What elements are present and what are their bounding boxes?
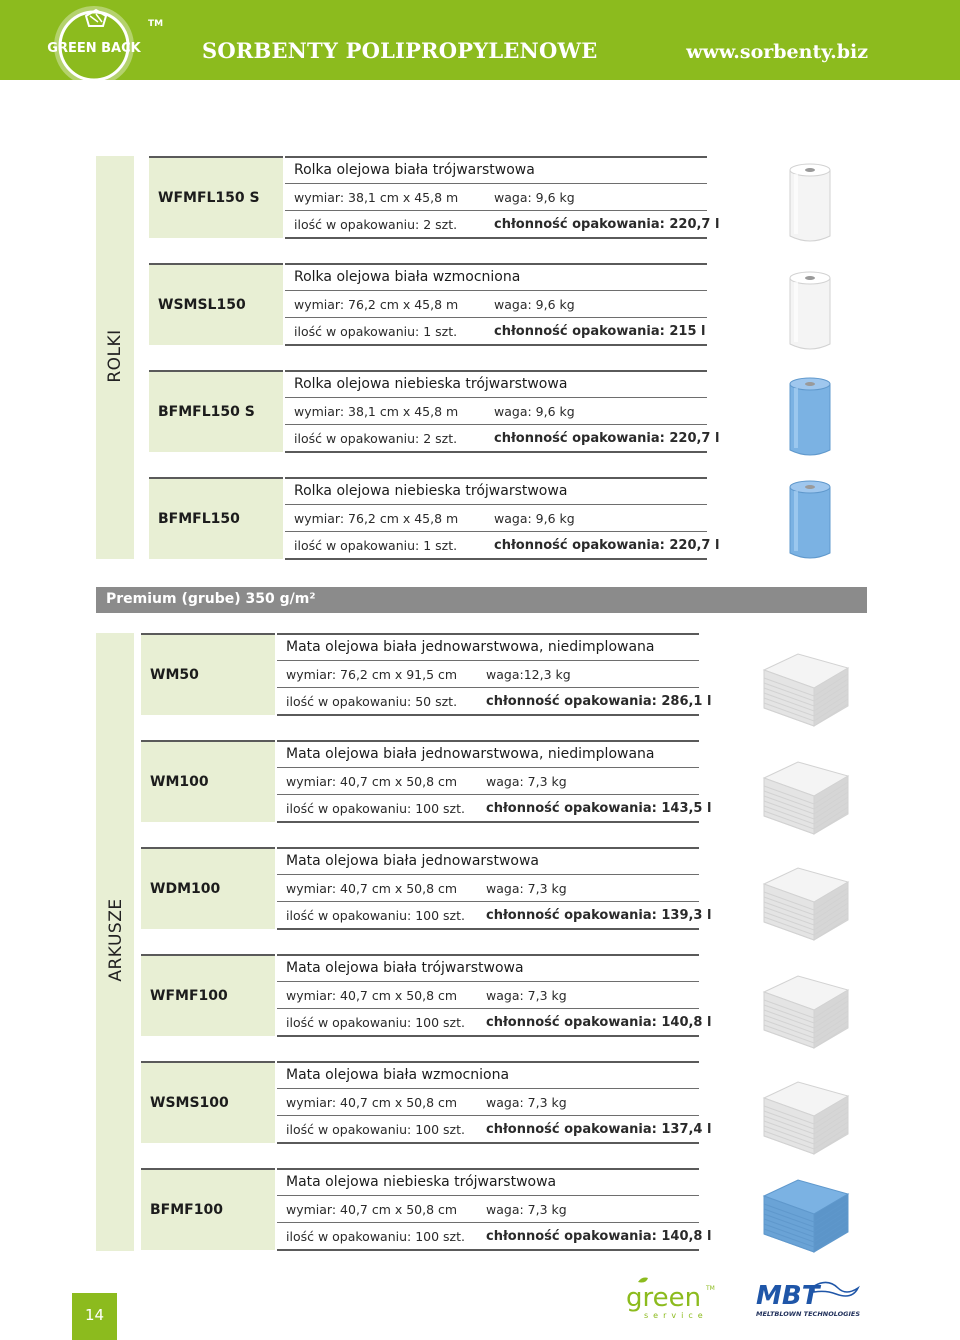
product-dimensions: wymiar: 40,7 cm x 50,8 cm (286, 988, 458, 1003)
product-name: Rolka olejowa biała trójwarstwowa (294, 162, 535, 178)
product-code: WFMFL150 S (158, 190, 260, 206)
product-absorbency: chłonność opakowania: 220,7 l (494, 217, 720, 232)
white-sheets-image (758, 862, 854, 946)
product-absorbency: chłonność opakowania: 137,4 l (486, 1122, 712, 1137)
white-sheets-image (758, 648, 854, 732)
product-code-box (141, 1168, 275, 1250)
product-code-box (149, 156, 283, 238)
product-name: Rolka olejowa niebieska trójwarstwowa (294, 483, 568, 499)
product-weight: waga: 9,6 kg (494, 404, 575, 419)
product-code-box (141, 740, 275, 822)
product-name-row (277, 1061, 699, 1090)
product-pack-row (277, 1008, 712, 1037)
section-label-arkusze: ARKUSZE (106, 898, 126, 982)
page-number: 14 (84, 1306, 105, 1324)
product-info (277, 633, 712, 715)
product-row (149, 156, 720, 238)
product-code: WFMF100 (150, 988, 228, 1004)
product-info (277, 954, 712, 1036)
product-pack-row (285, 531, 720, 560)
product-code: BFMFL150 (158, 511, 240, 527)
product-row (149, 477, 720, 559)
product-info (277, 740, 712, 822)
svg-text:TM: TM (706, 1285, 715, 1292)
product-dimensions: wymiar: 76,2 cm x 45,8 m (294, 297, 459, 312)
product-code-box (141, 633, 275, 715)
product-row (141, 847, 712, 929)
product-name: Mata olejowa niebieska trójwarstwowa (286, 1174, 557, 1190)
white-sheets-image (758, 756, 854, 840)
svg-text:green: green (626, 1283, 702, 1313)
svg-text:GREEN BACK: GREEN BACK (47, 41, 141, 56)
page-title: SORBENTY POLIPROPYLENOWE (202, 38, 598, 63)
product-spec-row (277, 767, 699, 795)
product-name-row (277, 1168, 699, 1197)
product-spec-row (285, 290, 707, 318)
premium-bar (96, 587, 867, 613)
product-quantity: ilość w opakowaniu: 1 szt. (294, 538, 458, 553)
product-name-row (285, 263, 707, 292)
svg-text:MELTBLOWN TECHNOLOGIES: MELTBLOWN TECHNOLOGIES (756, 1310, 861, 1318)
product-weight: waga:12,3 kg (486, 667, 571, 682)
product-name-row (277, 847, 699, 876)
product-code: BFMF100 (150, 1202, 223, 1218)
premium-label: Premium (grube) 350 g/m² (106, 591, 316, 607)
product-row (141, 1061, 712, 1143)
product-dimensions: wymiar: 38,1 cm x 45,8 m (294, 404, 459, 419)
product-spec-row (285, 397, 707, 425)
blue-sheets-image (758, 1174, 854, 1258)
product-dimensions: wymiar: 40,7 cm x 50,8 cm (286, 1202, 458, 1217)
product-quantity: ilość w opakowaniu: 2 szt. (294, 431, 458, 446)
product-code-box (149, 477, 283, 559)
product-name: Mata olejowa biała trójwarstwowa (286, 960, 524, 976)
product-dimensions: wymiar: 38,1 cm x 45,8 m (294, 190, 459, 205)
product-pack-row (277, 1222, 712, 1251)
green-service-logo (624, 1276, 724, 1322)
product-name-row (277, 633, 699, 662)
product-dimensions: wymiar: 40,7 cm x 50,8 cm (286, 774, 458, 789)
product-pack-row (285, 424, 720, 453)
product-pack-row (277, 687, 712, 716)
product-code: WDM100 (150, 881, 221, 897)
product-code: WM50 (150, 667, 199, 683)
blue-roll-image (780, 477, 840, 563)
product-quantity: ilość w opakowaniu: 100 szt. (286, 801, 465, 816)
product-code: WSMSL150 (158, 297, 246, 313)
product-row (141, 1168, 712, 1250)
product-spec-row (277, 1088, 699, 1116)
product-spec-row (285, 504, 707, 532)
product-row (141, 633, 712, 715)
product-name: Mata olejowa biała jednowarstwowa, niedimplowana (286, 746, 655, 762)
white-sheets-image (758, 1076, 854, 1160)
product-dimensions: wymiar: 40,7 cm x 50,8 cm (286, 881, 458, 896)
product-pack-row (285, 210, 720, 239)
product-quantity: ilość w opakowaniu: 50 szt. (286, 694, 458, 709)
product-dimensions: wymiar: 40,7 cm x 50,8 cm (286, 1095, 458, 1110)
product-quantity: ilość w opakowaniu: 100 szt. (286, 908, 465, 923)
product-pack-row (277, 1115, 712, 1144)
product-info (285, 370, 720, 452)
product-info (277, 1061, 712, 1143)
product-spec-row (277, 660, 699, 688)
product-absorbency: chłonność opakowania: 286,1 l (486, 694, 712, 709)
product-info (285, 477, 720, 559)
svg-text:MBT: MBT (756, 1281, 820, 1311)
product-info (285, 156, 720, 238)
product-code: WSMS100 (150, 1095, 229, 1111)
white-roll-image (780, 160, 840, 246)
product-absorbency: chłonność opakowania: 215 l (494, 324, 706, 339)
green-back-logo (28, 2, 164, 88)
product-row (141, 740, 712, 822)
product-weight: waga: 9,6 kg (494, 297, 575, 312)
product-code: WM100 (150, 774, 209, 790)
product-weight: waga: 9,6 kg (494, 511, 575, 526)
product-name: Mata olejowa biała wzmocniona (286, 1067, 510, 1083)
white-roll-image (780, 268, 840, 354)
product-absorbency: chłonność opakowania: 140,8 l (486, 1015, 712, 1030)
product-spec-row (277, 1195, 699, 1223)
product-absorbency: chłonność opakowania: 140,8 l (486, 1229, 712, 1244)
product-spec-row (277, 981, 699, 1009)
product-weight: waga: 7,3 kg (486, 988, 567, 1003)
section-label-rolki: ROLKI (105, 329, 125, 383)
product-dimensions: wymiar: 76,2 cm x 91,5 cm (286, 667, 458, 682)
product-info (277, 847, 712, 929)
product-weight: waga: 9,6 kg (494, 190, 575, 205)
product-pack-row (277, 901, 712, 930)
product-code-box (141, 1061, 275, 1143)
product-dimensions: wymiar: 76,2 cm x 45,8 m (294, 511, 459, 526)
svg-text:service: service (644, 1311, 708, 1320)
blue-roll-image (780, 374, 840, 460)
product-code-box (149, 370, 283, 452)
product-code-box (141, 847, 275, 929)
product-weight: waga: 7,3 kg (486, 774, 567, 789)
product-absorbency: chłonność opakowania: 220,7 l (494, 538, 720, 553)
product-info (277, 1168, 712, 1250)
product-quantity: ilość w opakowaniu: 100 szt. (286, 1122, 465, 1137)
product-name: Rolka olejowa biała wzmocniona (294, 269, 521, 285)
product-code-box (141, 954, 275, 1036)
product-weight: waga: 7,3 kg (486, 1095, 567, 1110)
product-row (149, 263, 709, 345)
product-weight: waga: 7,3 kg (486, 881, 567, 896)
product-weight: waga: 7,3 kg (486, 1202, 567, 1217)
website-url[interactable]: www.sorbenty.biz (686, 41, 868, 63)
product-info (285, 263, 707, 345)
product-name-row (285, 477, 707, 506)
product-spec-row (277, 874, 699, 902)
product-name: Mata olejowa biała jednowarstwowa (286, 853, 539, 869)
product-name-row (285, 370, 707, 399)
page-header (0, 0, 960, 80)
product-quantity: ilość w opakowaniu: 100 szt. (286, 1015, 465, 1030)
product-quantity: ilość w opakowaniu: 1 szt. (294, 324, 458, 339)
product-pack-row (277, 794, 712, 823)
product-absorbency: chłonność opakowania: 143,5 l (486, 801, 712, 816)
product-name: Rolka olejowa niebieska trójwarstwowa (294, 376, 568, 392)
svg-text:TM: TM (148, 19, 164, 29)
product-quantity: ilość w opakowaniu: 2 szt. (294, 217, 458, 232)
product-name-row (277, 954, 699, 983)
product-spec-row (285, 183, 707, 211)
product-row (141, 954, 712, 1036)
product-row (149, 370, 720, 452)
product-name-row (285, 156, 707, 185)
product-code-box (149, 263, 283, 345)
page-number-box (72, 1293, 117, 1340)
product-pack-row (285, 317, 707, 346)
white-sheets-image (758, 970, 854, 1054)
mbt-logo (754, 1276, 874, 1320)
product-quantity: ilość w opakowaniu: 100 szt. (286, 1229, 465, 1244)
product-code: BFMFL150 S (158, 404, 255, 420)
product-absorbency: chłonność opakowania: 139,3 l (486, 908, 712, 923)
product-name-row (277, 740, 699, 769)
product-absorbency: chłonność opakowania: 220,7 l (494, 431, 720, 446)
product-name: Mata olejowa biała jednowarstwowa, niedimplowana (286, 639, 655, 655)
